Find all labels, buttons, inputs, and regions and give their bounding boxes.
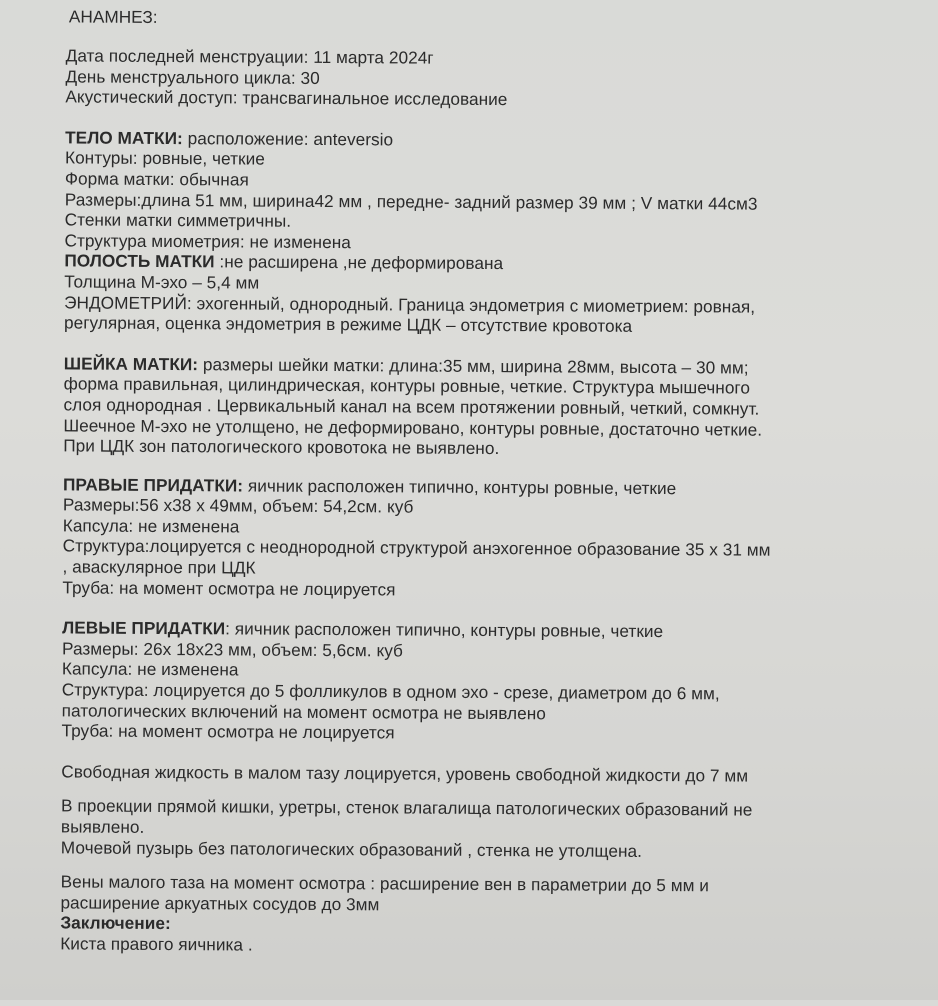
m-echo-thickness: Толщина М-эхо – 5,4 мм [64, 271, 260, 293]
left-adnexa-capsule: Капсула: не изменена [61, 658, 239, 680]
cycle-day: День менструального цикла: 30 [65, 65, 320, 88]
left-adnexa-structure: Структура: лоцируется до 5 фолликулов в одном эхо - срезе, диаметром до 6 мм, [61, 679, 720, 704]
conclusion-title: Заключение: [60, 912, 171, 934]
rectum-line-1: В проекции прямой кишки, уретры, стенок влагалища патологических образований не [61, 795, 753, 821]
uterus-position: расположение: anteversio [182, 127, 394, 150]
veins-line-2: расширение аркуатных сосудов до 3мм [60, 892, 380, 915]
cervix-sizes: размеры шейки матки: длина:35 мм, ширина 28мм, высота – 30 мм; [198, 353, 749, 378]
left-adnexa-structure-cont: патологических включений на момент осмотра не выявлено [61, 700, 547, 723]
cervix-line-2: форма правильная, цилиндрическая, контуры ровные, четкие. Структура мышечного [63, 373, 751, 398]
cervix-line-4: Шеечное М-эхо не утолщено, не деформировано, контуры ровные, достаточно четкие. [63, 414, 763, 440]
cervix-line-5: При ЦДК зон патологического кровотока не выявлено. [63, 435, 500, 459]
right-adnexa-position: яичник расположен типично, контуры ровные, четкие [243, 475, 677, 498]
uterus-contours: Контуры: ровные, четкие [64, 147, 265, 169]
left-adnexa-tube: Труба: на момент осмотра не лоцируется [61, 720, 395, 743]
cervix-title: ШЕЙКА МАТКИ: [63, 353, 199, 374]
free-fluid: Свободная жидкость в малом тазу лоцируется, уровень свободной жидкости до 7 мм [61, 761, 749, 786]
right-adnexa-structure-cont: , аваскулярное при ЦДК [62, 556, 256, 578]
left-adnexa-sizes: Размеры: 26х 18х23 мм, объем: 5,6см. куб [61, 638, 404, 661]
right-adnexa-title: ПРАВЫЕ ПРИДАТКИ: [62, 474, 244, 496]
myometrium-structure: Структура миометрия: не изменена [64, 230, 351, 252]
cavity-title: ПОЛОСТЬ МАТКИ [64, 250, 215, 272]
uterus-walls: Стенки матки симметричны. [64, 209, 292, 231]
lmp-date: Дата последней менструации: 11 марта 2024г [65, 45, 434, 68]
uterus-title: ТЕЛО МАТКИ: [65, 127, 183, 148]
right-adnexa-sizes: Размеры:56 x38 x 49мм, объем: 54,2см. куб [62, 494, 414, 517]
cavity-text: :не расширена ,не деформирована [214, 251, 504, 274]
bladder: Мочевой пузырь без патологических образований , стенка не утолщена. [60, 836, 643, 861]
right-adnexa-structure: Структура:лоцируется с неоднородной структурой анэхогенное образование 35 х 31 мм [62, 535, 771, 561]
endometrium-line-2: регулярная, оценка эндометрия в режиме ЦДК – отсутствие кровотока [63, 312, 633, 336]
uterus-shape: Форма матки: обычная [64, 168, 249, 190]
cervix-line-3: слоя однородная . Цервикальный канал на всем протяжении ровный, четкий, сомкнут. [63, 394, 760, 419]
conclusion-text: Киста правого яичника . [60, 933, 253, 955]
right-adnexa-capsule: Капсула: не изменена [62, 515, 240, 537]
header-anamnesis: АНАМНЕЗ: [68, 6, 158, 27]
rectum-line-2: выявлено. [60, 816, 145, 837]
uterus-sizes: Размеры:длина 51 мм, ширина42 мм , передне- задний размер 39 мм ; V матки 44см3 [64, 188, 758, 214]
acoustic-access: Акустический доступ: трансвагинальное исследование [65, 86, 508, 110]
endometrium-line-1: ЭНДОМЕТРИЙ: эхогенный, однородный. Граница эндометрия с миометрием: ровная, [64, 291, 756, 317]
document-body [0, 45, 774, 958]
right-adnexa-tube: Труба: на момент осмотра не лоцируется [62, 577, 396, 600]
veins-line-1: Вены малого таза на момент осмотра : расширение вен в параметрии до 5 мм и [60, 871, 710, 896]
left-adnexa-title: ЛЕВЫЕ ПРИДАТКИ [62, 617, 226, 639]
left-adnexa-position: : яичник расположен типично, контуры ровные, четкие [225, 618, 664, 642]
